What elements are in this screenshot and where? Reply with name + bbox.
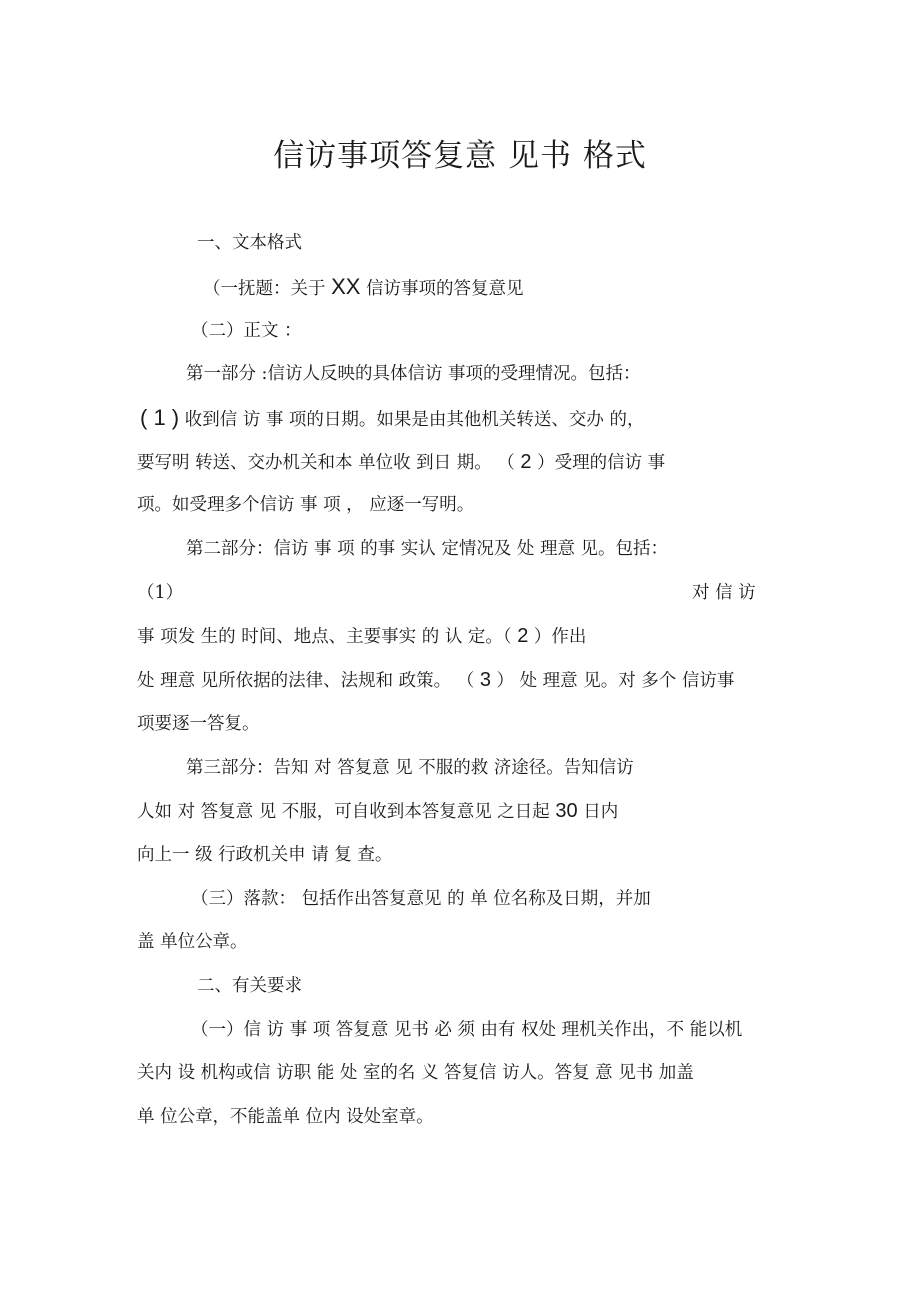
paragraph-line: 项。如受理多个信访 事 项 ， 应逐一写明。 [137, 495, 475, 515]
paragraph-line [137, 449, 665, 476]
text-segment: 3 [479, 669, 491, 691]
paragraph-line: 对 信 访 [692, 583, 756, 603]
text-segment: 信访事项的答复意见 [366, 279, 524, 299]
paragraph-line: 项要逐一答复。 [137, 714, 260, 734]
text-segment: XX [331, 274, 361, 299]
paragraph-line: （一）信 访 事 项 答复意 见书 必 须 由有 权处 理机关作出，不 能以机 [191, 1020, 743, 1040]
paragraph-line [203, 274, 524, 302]
text-segment: 2 [517, 625, 529, 647]
paragraph-line: （二）正文 ： [191, 321, 302, 341]
text-segment: ）作出 [533, 627, 587, 647]
paragraph-line [137, 667, 734, 694]
paragraph-line: （三）落款： 包括作出答复意见 的 单 位名称及日期，并加 [191, 889, 651, 909]
text-segment: ）受理的信访 事 [537, 453, 666, 473]
paragraph-line: 第三部分：告知 对 答复意 见 不服的救 济途径。告知信访 [186, 758, 634, 778]
paragraph-line [137, 623, 586, 650]
text-segment: 2 [520, 451, 532, 473]
paragraph-line: 第一部分 :信访人反映的具体信访 事项的受理情况。包括： [186, 364, 641, 384]
text-segment: ） 处 理意 见。对 多个 信访事 [496, 671, 735, 691]
paragraph-line: （1） [137, 583, 184, 603]
paragraph-line [137, 798, 618, 825]
text-segment: （一抚题：关于 [203, 279, 326, 299]
text-segment: 人如 对 答复意 见 不服，可自收到本答复意见 之日起 [137, 802, 550, 822]
paragraph-line [140, 405, 644, 433]
paragraph-line: 关内 设 机构或信 访职 能 处 室的名 义 答复信 访人。答复 意 见书 加盖 [137, 1063, 694, 1083]
section-heading-requirements: 二、有关要求 [197, 976, 302, 996]
document-title: 信访事项答复意 见书 格式 [273, 138, 647, 174]
paragraph-line: 盖 单位公章。 [137, 932, 248, 952]
text-segment: ( 1 ) [140, 405, 180, 430]
text-segment: 收到信 访 事 项的日期。如果是由其他机关转送、交办 的， [184, 410, 645, 430]
paragraph-line: 单 位公章，不能盖单 位内 设处室章。 [137, 1107, 434, 1127]
text-segment: 事 项发 生的 时间、地点、主要事实 的 认 定。（ [137, 627, 512, 647]
text-segment: 要写明 转送、交办机关和本 单位收 到日 期。 （ [137, 453, 515, 473]
text-segment: 30 [555, 800, 578, 822]
text-segment: 日内 [583, 802, 619, 822]
text-segment: 处 理意 见所依据的法律、法规和 政策。 （ [137, 671, 475, 691]
section-heading-text-format: 一、文本格式 [197, 233, 302, 253]
paragraph-line: 第二部分：信访 事 项 的事 实认 定情况及 处 理意 见。包括： [186, 539, 669, 559]
paragraph-line: 向上一 级 行政机关申 请 复 查。 [137, 845, 393, 865]
